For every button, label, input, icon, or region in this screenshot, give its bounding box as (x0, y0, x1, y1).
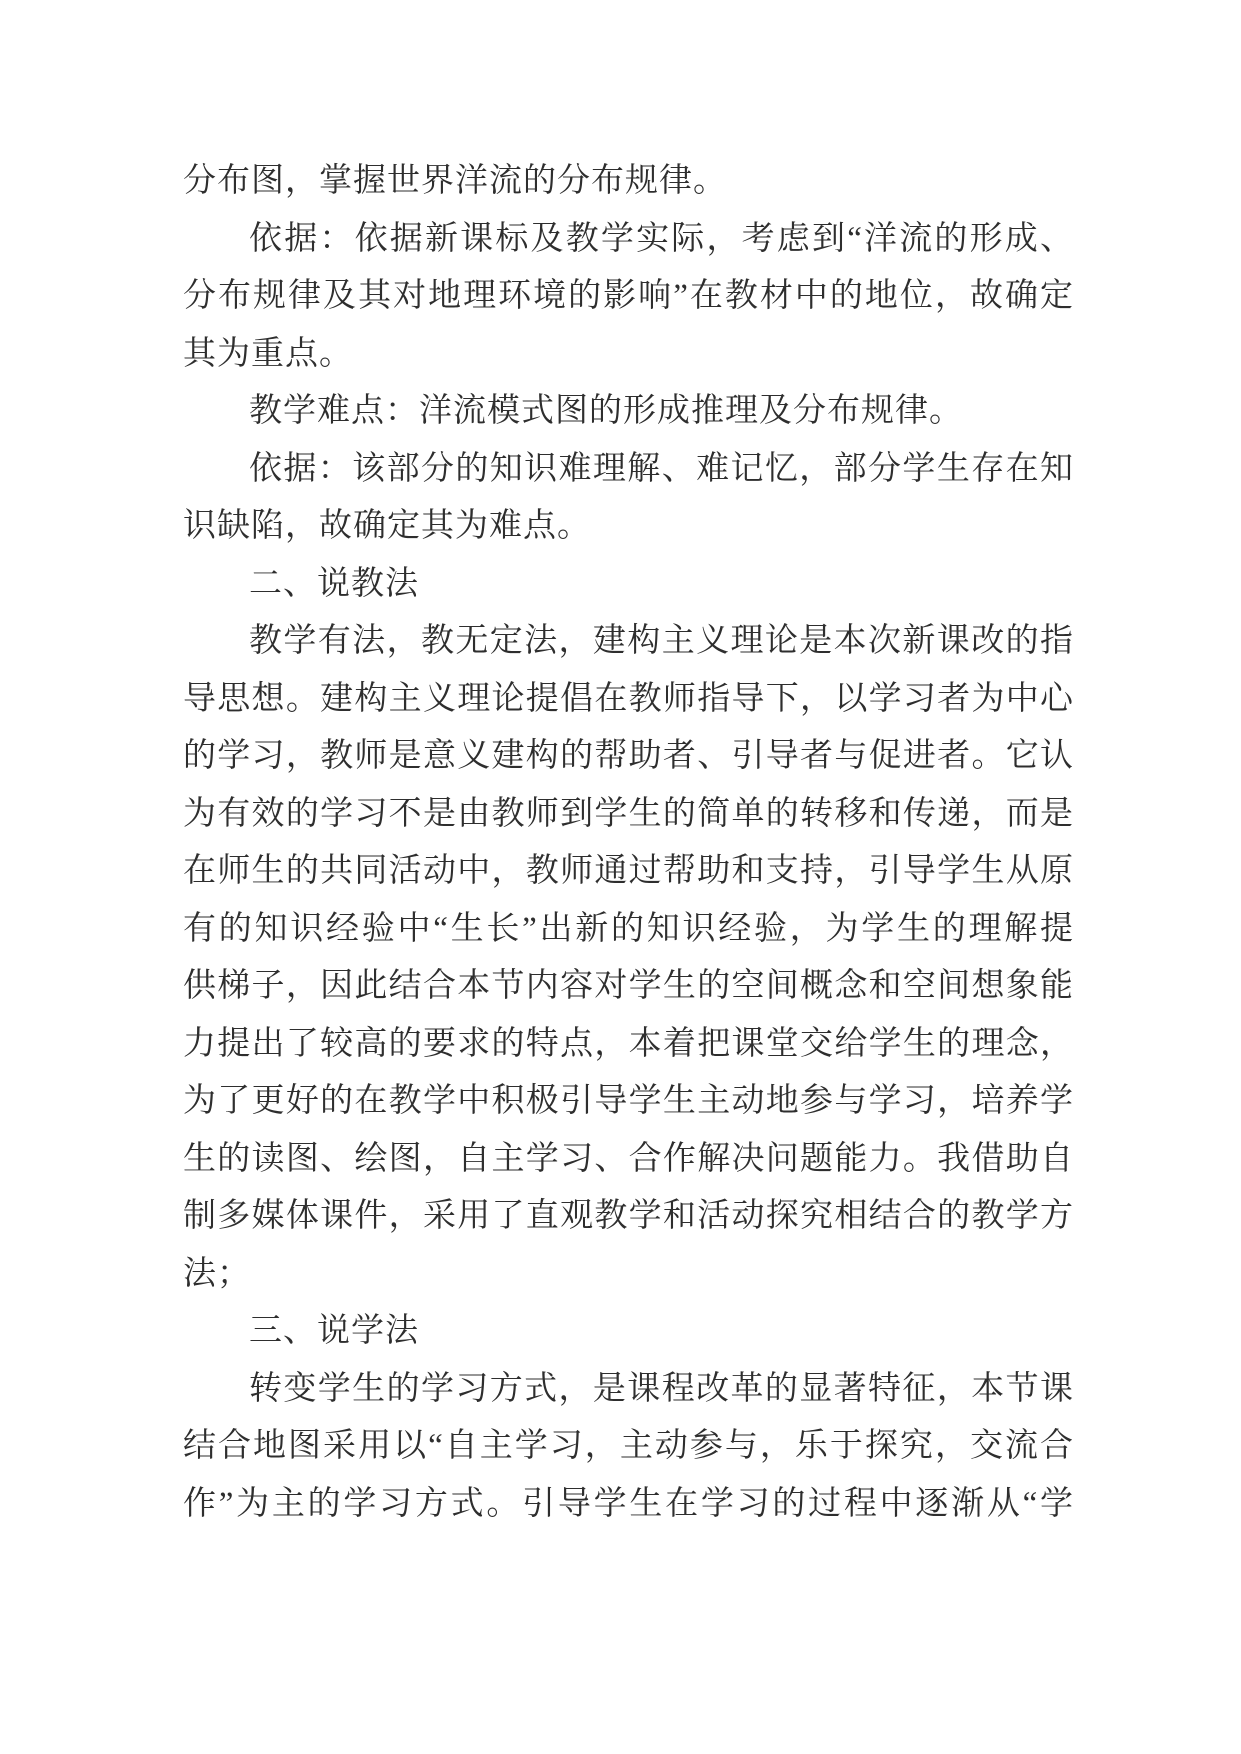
text-line-21: 三、说学法 (249, 1313, 419, 1349)
text-line-14: 有的知识经验中“生长”出新的知识经验，为学生的理解提 (183, 910, 1073, 947)
text-line-1: 分布图，掌握世界洋流的分布规律。 (183, 163, 727, 199)
text-line-4: 其为重点。 (183, 335, 353, 372)
text-line-3: 分布规律及其对地理环境的影响”在教材中的地位，故确定 (183, 278, 1073, 314)
text-line-9: 教学有法，教无定法，建构主义理论是本次新课改的指 (249, 623, 1073, 659)
text-line-23: 结合地图采用以“自主学习，主动参与，乐于探究，交流合 (183, 1428, 1073, 1464)
text-line-16: 力提出了较高的要求的特点，本着把课堂交给学生的理念， (183, 1025, 1073, 1062)
text-line-17: 为了更好的在教学中积极引导学生主动地参与学习，培养学 (183, 1083, 1073, 1119)
text-line-7: 识缺陷，故确定其为难点。 (183, 508, 591, 544)
text-line-19: 制多媒体课件，采用了直观教学和活动探究相结合的教学方 (183, 1198, 1073, 1234)
text-line-15: 供梯子，因此结合本节内容对学生的空间概念和空间想象能 (183, 968, 1073, 1004)
text-line-10: 导思想。建构主义理论提倡在教师指导下，以学习者为中心 (183, 680, 1073, 717)
document-text-block (183, 153, 1073, 1533)
text-line-13: 在师生的共同活动中，教师通过帮助和支持，引导学生从原 (183, 853, 1073, 889)
text-line-24: 作”为主的学习方式。引导学生在学习的过程中逐渐从“学 (183, 1485, 1073, 1522)
text-line-18: 生的读图、绘图，自主学习、合作解决问题能力。我借助自 (183, 1140, 1073, 1177)
text-line-12: 为有效的学习不是由教师到学生的简单的转移和传递，而是 (183, 795, 1073, 832)
text-line-6: 依据：该部分的知识难理解、难记忆，部分学生存在知 (249, 450, 1073, 487)
text-line-8: 二、说教法 (249, 565, 419, 602)
text-line-20: 法； (183, 1255, 251, 1292)
text-line-11: 的学习，教师是意义建构的帮助者、引导者与促进者。它认 (183, 738, 1073, 774)
text-line-2: 依据：依据新课标及教学实际，考虑到“洋流的形成、 (249, 220, 1073, 257)
text-line-5: 教学难点：洋流模式图的形成推理及分布规律。 (249, 393, 963, 429)
text-line-22: 转变学生的学习方式，是课程改革的显著特征，本节课 (249, 1370, 1073, 1407)
